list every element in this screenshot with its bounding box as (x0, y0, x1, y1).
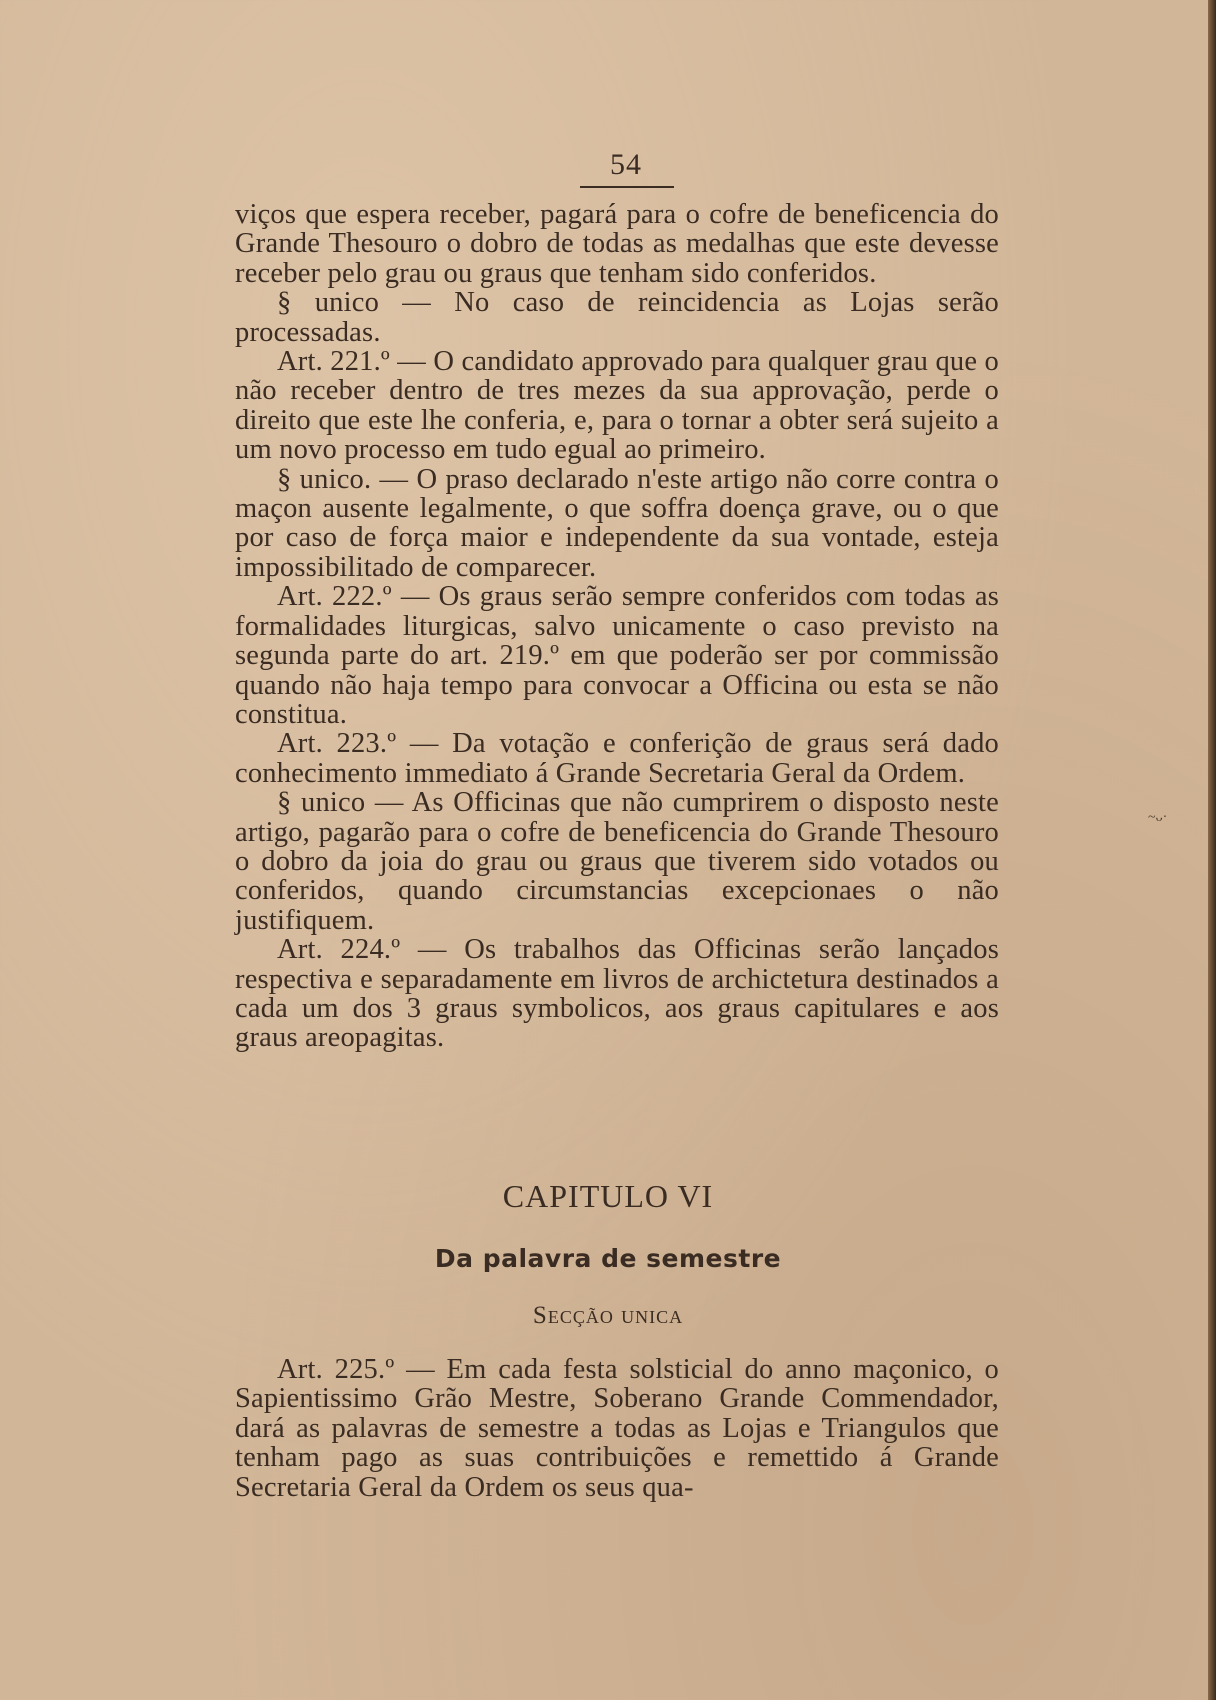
paragraph: Art. 221.º — O candidato approvado para qualquer grau que o não receber dentro de tres mezes da sua approvação, perde o direito que este lhe conferia, e, para o tornar a obter será sujeito a um novo processo em tudo egual ao primeiro. (235, 346, 999, 466)
paragraph: Art. 223.º — Da votação e conferição de graus será dado conhecimento immediato á Grande Secretaria Geral da Ordem. (235, 728, 999, 789)
paragraph: Art. 222.º — Os graus serão sempre conferidos com todas as formalidades liturgicas, salvo unicamente o caso previsto na segunda parte do art. 219.º em que poderão ser por commissão quando não haja tempo para convocar a Officina ou esta se não constitua. (235, 581, 999, 730)
paragraph: § unico — No caso de reincidencia as Lojas serão processadas. (235, 287, 999, 348)
body-text-bottom (235, 1355, 999, 1502)
section-title: Secção unica (532, 1302, 684, 1329)
page-edge (1208, 0, 1216, 1700)
page-number: 54 (610, 148, 642, 181)
body-text-top (235, 200, 999, 1053)
paragraph: § unico — As Officinas que não cumprirem o disposto neste artigo, pagarão para o cofre de beneficencia do Grande Thesouro o dobro da joia do grau ou graus que tiverem sido votados ou conferidos, quando circumstancias excepcionaes o não justifiquem. (235, 787, 999, 936)
margin-mark: ~ᴗ· (1148, 810, 1168, 825)
paragraph: viços que espera receber, pagará para o cofre de beneficencia do Grande Thesouro o dobro de todas as medalhas que este devesse receber pelo grau ou graus que tenham sido conferidos. (235, 199, 999, 289)
paragraph: Art. 224.º — Os trabalhos das Officinas serão lançados respectiva e separadamente em livros de archictetura destinados a cada um dos 3 graus symbolicos, aos graus capitulares e aos graus areopagitas. (235, 934, 999, 1054)
paragraph: Art. 225.º — Em cada festa solsticial do anno maçonico, o Sapientissimo Grão Mestre, Soberano Grande Commendador, dará as palavras de semestre a todas as Lojas e Triangulos que tenham pago as suas contribuições e remettido á Grande Secretaria Geral da Ordem os seus qua- (235, 1354, 999, 1503)
chapter-title: CAPITULO VI (502, 1178, 714, 1214)
paragraph: § unico. — O praso declarado n'este artigo não corre contra o maçon ausente legalmente, o que soffra doença grave, ou o que por caso de força maior e independente da sua vontade, esteja impossibilitado de comparecer. (235, 463, 999, 583)
page-number-rule (580, 186, 674, 188)
chapter-subtitle: Da palavra de semestre (434, 1244, 782, 1273)
